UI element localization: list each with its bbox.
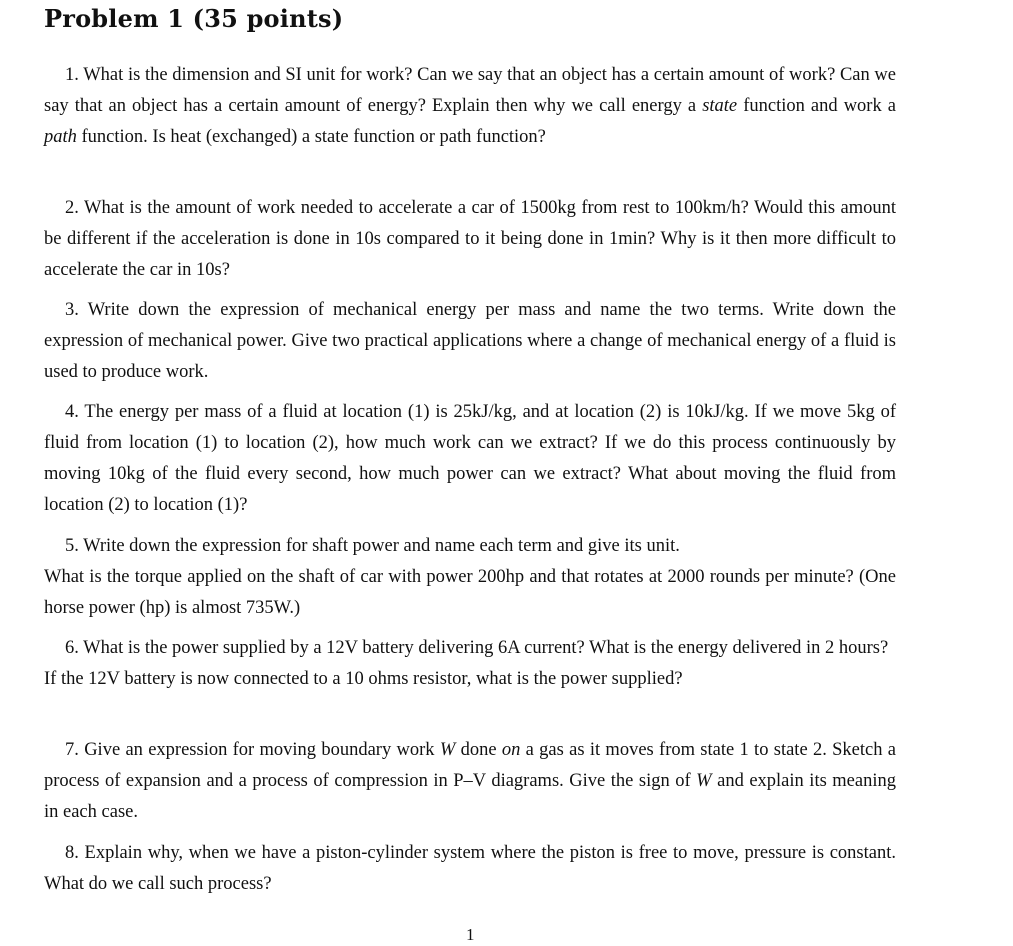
question-text: function and work a [737, 96, 896, 116]
question-continuation: What is the torque applied on the shaft of car with power 200hp and that rotates at 2000 rounds per minute? (One horse power (hp) is almost 735W.) [44, 567, 896, 618]
question-text: and explain its meaning in each case. [44, 771, 896, 822]
question-number: 3. [65, 300, 79, 320]
question-number: 7. [65, 740, 79, 760]
emphasized-text: on [501, 740, 521, 760]
question-text: Write down the expression of mechanical energy per mass and name the two terms. Write down the expression of mechanical power. Give two practical applications where a change of mechanical energy of a fluid is used to produce work. [44, 300, 896, 382]
question-5 [44, 531, 896, 624]
emphasized-text: W [696, 771, 712, 791]
question-text: What is the power supplied by a 12V battery delivering 6A current? What is the energy delivered in 2 hours? [83, 638, 889, 658]
question-4 [44, 397, 896, 521]
question-number: 6. [65, 638, 79, 658]
question-number: 8. [65, 843, 79, 863]
emphasized-text: W [439, 740, 456, 760]
question-6 [44, 633, 896, 695]
question-number: 4. [65, 402, 79, 422]
page-number: 1 [466, 925, 475, 944]
question-text: The energy per mass of a fluid at location (1) is 25kJ/kg, and at location (2) is 10kJ/kg. If we move 5kg of fluid from location (1) to location (2), how much work can we extract? If we do this process continuously by moving 10kg of the fluid every second, how much power can we extract? What about moving the fluid from location (2) to location (1)? [44, 402, 896, 515]
emphasized-text: path [44, 127, 77, 147]
question-text: a gas as it moves from state 1 to state 2. Sketch a process of expansion and a process of compression in P–V diagrams. Give the sign of [44, 740, 897, 791]
question-number: 1. [65, 65, 79, 85]
question-text: done [455, 740, 502, 760]
question-text: What is the dimension and SI unit for work? Can we say that an object has a certain amount of work? Can we say that an object has a certain amount of energy? Explain then why we call energy a [44, 65, 896, 116]
question-1 [44, 60, 896, 153]
question-number: 2. [65, 198, 79, 218]
question-text: Give an expression for moving boundary work [84, 740, 440, 760]
question-text: function. Is heat (exchanged) a state function or path function? [76, 127, 546, 147]
question-2 [44, 193, 896, 286]
question-8 [44, 838, 896, 900]
question-continuation: If the 12V battery is now connected to a 10 ohms resistor, what is the power supplied? [44, 669, 683, 689]
question-3 [44, 295, 896, 388]
question-text: Explain why, when we have a piston-cylinder system where the piston is free to move, pressure is constant. What do we call such process? [44, 843, 896, 894]
question-text: Write down the expression for shaft power and name each term and give its unit. [83, 536, 680, 556]
problem-title: Problem 1 (35 points) [44, 4, 344, 33]
question-7 [44, 735, 896, 828]
emphasized-text: state [702, 96, 738, 116]
question-text: What is the amount of work needed to accelerate a car of 1500kg from rest to 100km/h? Would this amount be different if the acceleration is done in 10s compared to it being done in 1min? Why is it then more difficult to accelerate the car in 10s? [44, 198, 896, 280]
question-number: 5. [65, 536, 79, 556]
